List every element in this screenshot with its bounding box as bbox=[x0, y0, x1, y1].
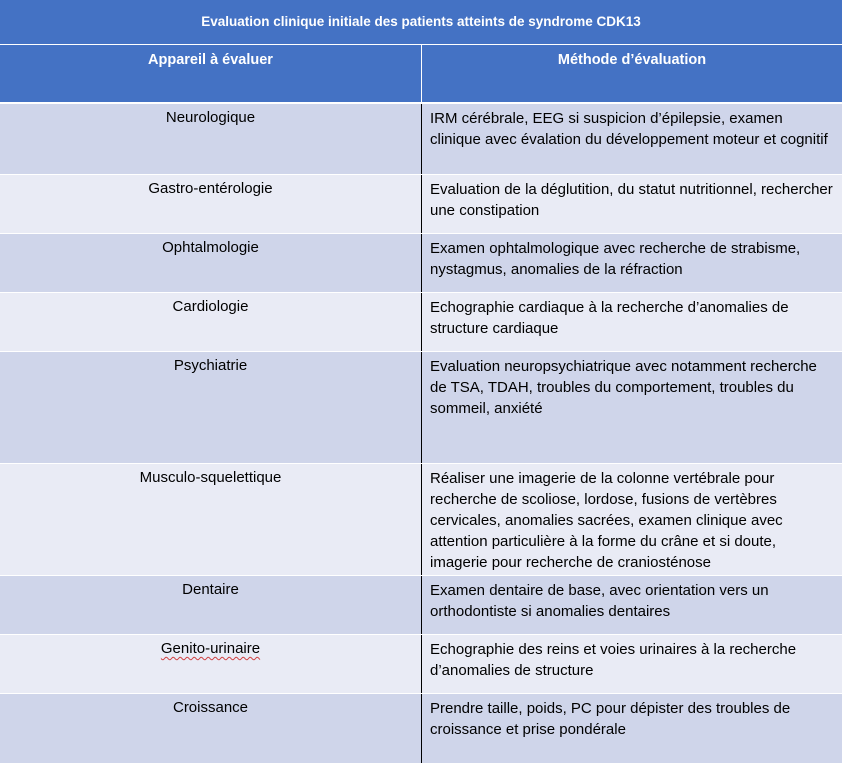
cell-methode: Réaliser une imagerie de la colonne vertébrale pour recherche de scoliose, lordose, fusions de vertèbres cervicales, anomalies sacrées, examen clinique avec attention particulière à la forme du crâne et si doute, imagerie pour recherche de craniosténose bbox=[421, 464, 842, 575]
table-body bbox=[0, 104, 842, 763]
table-row bbox=[0, 635, 842, 694]
table-header-row bbox=[0, 45, 842, 104]
column-header-methode: Méthode d’évaluation bbox=[421, 45, 842, 102]
table-row bbox=[0, 352, 842, 464]
cell-appareil: Psychiatrie bbox=[173, 357, 248, 374]
table-row bbox=[0, 293, 842, 352]
cell-appareil: Musculo-squelettique bbox=[139, 469, 282, 486]
cell-methode: IRM cérébrale, EEG si suspicion d’épilepsie, examen clinique avec évalation du développement moteur et cognitif bbox=[421, 104, 842, 174]
table-row bbox=[0, 576, 842, 635]
table-row bbox=[0, 694, 842, 763]
cell-methode: Echographie cardiaque à la recherche d’anomalies de structure cardiaque bbox=[421, 293, 842, 351]
table-row bbox=[0, 104, 842, 175]
cell-methode: Examen ophtalmologique avec recherche de strabisme, nystagmus, anomalies de la réfraction bbox=[421, 234, 842, 292]
spellcheck-underlined-text: Genito-urinaire bbox=[160, 640, 261, 657]
cell-appareil: Gastro-entérologie bbox=[148, 180, 273, 197]
cell-methode: Evaluation de la déglutition, du statut nutritionnel, rechercher une constipation bbox=[421, 175, 842, 233]
cell-methode: Evaluation neuropsychiatrique avec notamment recherche de TSA, TDAH, troubles du comportement, troubles du sommeil, anxiété bbox=[421, 352, 842, 463]
column-header-appareil: Appareil à évaluer bbox=[148, 52, 273, 68]
cell-appareil: Dentaire bbox=[182, 581, 239, 598]
cell-methode: Prendre taille, poids, PC pour dépister des troubles de croissance et prise pondérale bbox=[421, 694, 842, 763]
table-row bbox=[0, 234, 842, 293]
table-title: Evaluation clinique initiale des patients atteints de syndrome CDK13 bbox=[0, 0, 842, 45]
cell-methode: Examen dentaire de base, avec orientation vers un orthodontiste si anomalies dentaires bbox=[421, 576, 842, 634]
cell-appareil bbox=[0, 635, 421, 693]
cell-methode: Echographie des reins et voies urinaires à la recherche d’anomalies de structure bbox=[421, 635, 842, 693]
cell-appareil: Ophtalmologie bbox=[162, 239, 259, 256]
cell-appareil: Cardiologie bbox=[172, 298, 249, 315]
table-row bbox=[0, 175, 842, 234]
table-row bbox=[0, 464, 842, 576]
cell-appareil: Croissance bbox=[172, 699, 249, 716]
cell-appareil: Neurologique bbox=[165, 109, 256, 126]
